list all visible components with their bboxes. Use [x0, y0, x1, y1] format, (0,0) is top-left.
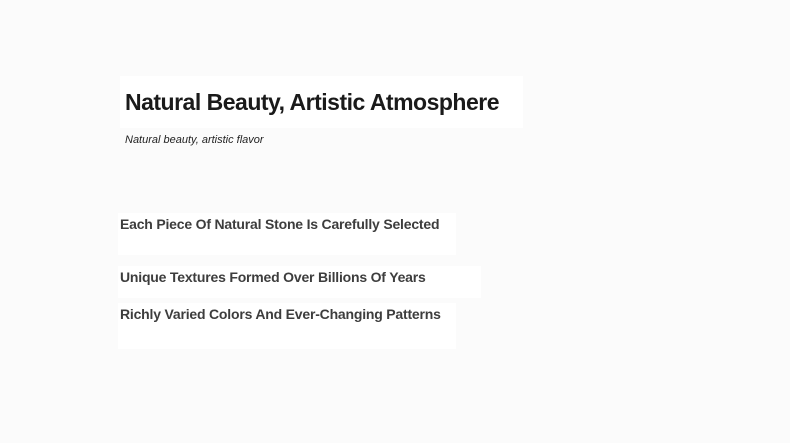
- title-block: [120, 76, 523, 128]
- feature-item: [118, 213, 456, 255]
- page-subtitle: Natural beauty, artistic flavor: [125, 134, 264, 146]
- feature-text-varied-colors: Richly Varied Colors And Ever-Changing Patterns: [120, 306, 441, 322]
- page-title: Natural Beauty, Artistic Atmosphere: [125, 88, 500, 115]
- feature-item: [118, 266, 481, 298]
- feature-text-stone-selected: Each Piece Of Natural Stone Is Carefully Selected: [120, 216, 440, 232]
- feature-text-unique-textures: Unique Textures Formed Over Billions Of Years: [120, 269, 426, 285]
- feature-item: [118, 303, 456, 349]
